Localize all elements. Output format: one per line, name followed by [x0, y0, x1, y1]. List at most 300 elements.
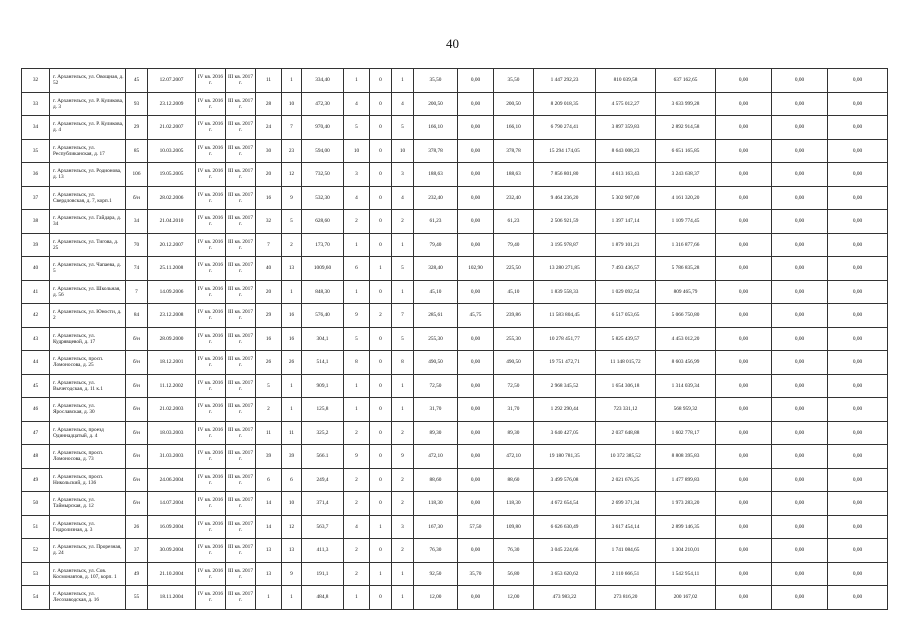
cell-c12: 5	[392, 327, 414, 351]
cell-s3: 4 161 320,20	[656, 186, 716, 210]
cell-c12: 2	[392, 539, 414, 563]
cell-a3: 232,40	[494, 186, 534, 210]
cell-z2: 0,00	[772, 327, 828, 351]
cell-area: 125,8	[302, 398, 344, 422]
cell-a2: 0,00	[458, 280, 494, 304]
cell-s2: 5 825 439,57	[596, 327, 656, 351]
cell-s1: 11 583 804,45	[534, 304, 596, 328]
cell-c7: 13	[256, 562, 282, 586]
cell-s2: 3 897 359,83	[596, 116, 656, 140]
cell-a2: 0,00	[458, 398, 494, 422]
cell-a1: 61,23	[414, 210, 458, 234]
cell-z2: 0,00	[772, 257, 828, 281]
cell-a1: 255,30	[414, 327, 458, 351]
cell-s2: 10 372 385,52	[596, 445, 656, 469]
cell-n: 48	[22, 445, 50, 469]
cell-z3: 0,00	[828, 186, 888, 210]
cell-z3: 0,00	[828, 398, 888, 422]
cell-z1: 0,00	[716, 116, 772, 140]
cell-s3: 1 314 039,34	[656, 374, 716, 398]
table-row	[22, 186, 888, 210]
cell-z3: 0,00	[828, 562, 888, 586]
table-row	[22, 515, 888, 539]
cell-addr: г. Архангельск, ул. Р. Куликова, д. 4	[50, 116, 126, 140]
cell-p2: III кв. 2017 г.	[226, 186, 256, 210]
cell-c11: 1	[370, 562, 392, 586]
cell-c12: 1	[392, 280, 414, 304]
cell-c3: б/н	[126, 398, 148, 422]
cell-c11: 0	[370, 492, 392, 516]
cell-z1: 0,00	[716, 280, 772, 304]
table-row	[22, 210, 888, 234]
cell-p2: III кв. 2017 г.	[226, 398, 256, 422]
cell-z2: 0,00	[772, 280, 828, 304]
cell-a1: 118,30	[414, 492, 458, 516]
cell-a3: 225,50	[494, 257, 534, 281]
cell-z2: 0,00	[772, 304, 828, 328]
cell-s1: 473 983,22	[534, 586, 596, 610]
cell-z3: 0,00	[828, 351, 888, 375]
cell-c11: 0	[370, 398, 392, 422]
cell-area: 173,70	[302, 233, 344, 257]
cell-c3: б/н	[126, 351, 148, 375]
table-row	[22, 139, 888, 163]
cell-date: 24.06.2004	[148, 468, 196, 492]
cell-c10: 2	[344, 210, 370, 234]
cell-s2: 2 037 648,88	[596, 421, 656, 445]
cell-n: 53	[22, 562, 50, 586]
cell-c7: 11	[256, 421, 282, 445]
cell-area: 371,4	[302, 492, 344, 516]
cell-date: 30.09.2004	[148, 539, 196, 563]
cell-s3: 3 243 638,37	[656, 163, 716, 187]
cell-a3: 45,10	[494, 280, 534, 304]
cell-z3: 0,00	[828, 492, 888, 516]
cell-c3: б/н	[126, 327, 148, 351]
cell-area: 628,60	[302, 210, 344, 234]
cell-c12: 1	[392, 562, 414, 586]
cell-c3: 45	[126, 69, 148, 93]
cell-p2: III кв. 2017 г.	[226, 327, 256, 351]
cell-c7: 32	[256, 210, 282, 234]
cell-z2: 0,00	[772, 69, 828, 93]
cell-c7: 39	[256, 445, 282, 469]
table-row	[22, 351, 888, 375]
cell-c7: 28	[256, 92, 282, 116]
cell-area: 1009,60	[302, 257, 344, 281]
cell-s3: 200 167,02	[656, 586, 716, 610]
cell-c10: 10	[344, 139, 370, 163]
cell-a1: 31,70	[414, 398, 458, 422]
cell-c7: 29	[256, 304, 282, 328]
cell-s3: 5 786 835,28	[656, 257, 716, 281]
cell-p1: IV кв. 2016 г.	[196, 257, 226, 281]
cell-z3: 0,00	[828, 304, 888, 328]
cell-a2: 45,75	[458, 304, 494, 328]
table-row	[22, 92, 888, 116]
cell-c10: 2	[344, 421, 370, 445]
cell-s2: 4 613 163,43	[596, 163, 656, 187]
cell-area: 732,50	[302, 163, 344, 187]
cell-z1: 0,00	[716, 468, 772, 492]
cell-p1: IV кв. 2016 г.	[196, 421, 226, 445]
cell-c12: 7	[392, 304, 414, 328]
table-row	[22, 304, 888, 328]
cell-addr: г. Архангельск, ул. Прорезная, д. 24	[50, 539, 126, 563]
cell-a1: 285,61	[414, 304, 458, 328]
cell-s2: 810 039,58	[596, 69, 656, 93]
cell-c8: 9	[282, 562, 302, 586]
cell-a1: 92,50	[414, 562, 458, 586]
cell-c11: 0	[370, 586, 392, 610]
cell-s3: 5 066 750,80	[656, 304, 716, 328]
cell-p1: IV кв. 2016 г.	[196, 139, 226, 163]
cell-n: 40	[22, 257, 50, 281]
table-row	[22, 69, 888, 93]
cell-c12: 2	[392, 421, 414, 445]
cell-s3: 3 633 999,28	[656, 92, 716, 116]
cell-z1: 0,00	[716, 186, 772, 210]
cell-a2: 0,00	[458, 186, 494, 210]
cell-z2: 0,00	[772, 492, 828, 516]
cell-addr: г. Архангельск, ул. Лесозаводская, д. 16	[50, 586, 126, 610]
cell-s3: 1 477 899,83	[656, 468, 716, 492]
cell-p2: III кв. 2017 г.	[226, 562, 256, 586]
cell-s3: 1 602 778,17	[656, 421, 716, 445]
cell-s2: 11 148 015,72	[596, 351, 656, 375]
cell-n: 52	[22, 539, 50, 563]
cell-c3: 29	[126, 116, 148, 140]
cell-n: 54	[22, 586, 50, 610]
cell-area: 909,1	[302, 374, 344, 398]
cell-a2: 0,00	[458, 139, 494, 163]
cell-s3: 1 542 954,11	[656, 562, 716, 586]
cell-area: 576,40	[302, 304, 344, 328]
cell-area: 484,8	[302, 586, 344, 610]
cell-s1: 3 499 576,08	[534, 468, 596, 492]
cell-p1: IV кв. 2016 г.	[196, 562, 226, 586]
cell-c12: 1	[392, 586, 414, 610]
cell-z2: 0,00	[772, 116, 828, 140]
cell-a1: 167,30	[414, 515, 458, 539]
cell-c7: 6	[256, 468, 282, 492]
cell-c12: 2	[392, 210, 414, 234]
cell-c11: 2	[370, 304, 392, 328]
cell-a3: 12,00	[494, 586, 534, 610]
cell-s1: 3 640 427,05	[534, 421, 596, 445]
cell-date: 25.11.2008	[148, 257, 196, 281]
cell-s1: 1 292 290,44	[534, 398, 596, 422]
cell-c12: 8	[392, 351, 414, 375]
cell-area: 334,40	[302, 69, 344, 93]
cell-c3: 26	[126, 515, 148, 539]
cell-p2: III кв. 2017 г.	[226, 351, 256, 375]
table-row	[22, 468, 888, 492]
cell-z3: 0,00	[828, 233, 888, 257]
cell-z2: 0,00	[772, 398, 828, 422]
cell-c8: 1	[282, 280, 302, 304]
cell-s3: 809 465,79	[656, 280, 716, 304]
cell-p2: III кв. 2017 г.	[226, 69, 256, 93]
cell-c12: 2	[392, 468, 414, 492]
cell-n: 32	[22, 69, 50, 93]
cell-s2: 1 654 306,18	[596, 374, 656, 398]
cell-a1: 490,50	[414, 351, 458, 375]
cell-n: 33	[22, 92, 50, 116]
cell-c3: 7	[126, 280, 148, 304]
cell-n: 41	[22, 280, 50, 304]
cell-c10: 4	[344, 92, 370, 116]
cell-c11: 0	[370, 210, 392, 234]
cell-a1: 76,30	[414, 539, 458, 563]
cell-s1: 3 195 978,87	[534, 233, 596, 257]
cell-c3: 74	[126, 257, 148, 281]
cell-s3: 2 899 146,35	[656, 515, 716, 539]
cell-a2: 0,00	[458, 539, 494, 563]
cell-date: 18.11.2004	[148, 586, 196, 610]
cell-p1: IV кв. 2016 г.	[196, 445, 226, 469]
cell-addr: г. Архангельск, ул. Таймырская, д. 12	[50, 492, 126, 516]
cell-area: 472,30	[302, 92, 344, 116]
cell-s2: 1 397 147,14	[596, 210, 656, 234]
cell-c8: 16	[282, 304, 302, 328]
cell-date: 23.12.2009	[148, 92, 196, 116]
cell-s2: 1 879 101,21	[596, 233, 656, 257]
cell-z1: 0,00	[716, 445, 772, 469]
cell-c12: 3	[392, 515, 414, 539]
cell-s1: 6 790 274,41	[534, 116, 596, 140]
cell-z3: 0,00	[828, 374, 888, 398]
cell-c8: 1	[282, 374, 302, 398]
cell-c10: 2	[344, 468, 370, 492]
cell-s2: 3 617 454,14	[596, 515, 656, 539]
cell-p1: IV кв. 2016 г.	[196, 69, 226, 93]
cell-c11: 0	[370, 163, 392, 187]
cell-c3: б/н	[126, 421, 148, 445]
cell-c10: 4	[344, 186, 370, 210]
cell-a3: 88,60	[494, 468, 534, 492]
cell-s1: 2 968 345,52	[534, 374, 596, 398]
cell-c7: 1	[256, 586, 282, 610]
cell-a2: 35,70	[458, 562, 494, 586]
cell-date: 28.09.2000	[148, 327, 196, 351]
cell-n: 37	[22, 186, 50, 210]
cell-c3: б/н	[126, 492, 148, 516]
cell-s1: 3 653 620,62	[534, 562, 596, 586]
cell-a2: 0,00	[458, 210, 494, 234]
housing-table	[21, 68, 887, 604]
cell-p1: IV кв. 2016 г.	[196, 327, 226, 351]
cell-p1: IV кв. 2016 г.	[196, 351, 226, 375]
page-number: 40	[446, 36, 459, 51]
cell-c8: 1	[282, 398, 302, 422]
cell-s3: 4 453 012,20	[656, 327, 716, 351]
cell-addr: г. Архангельск, проезд Одиннадцатый, д. 4	[50, 421, 126, 445]
cell-date: 14.09.2006	[148, 280, 196, 304]
cell-p1: IV кв. 2016 г.	[196, 163, 226, 187]
cell-a2: 0,00	[458, 421, 494, 445]
cell-p2: III кв. 2017 г.	[226, 586, 256, 610]
cell-a3: 255,30	[494, 327, 534, 351]
cell-z3: 0,00	[828, 92, 888, 116]
cell-s2: 723 331,12	[596, 398, 656, 422]
cell-c11: 0	[370, 468, 392, 492]
cell-date: 20.12.2007	[148, 233, 196, 257]
cell-c8: 11	[282, 421, 302, 445]
cell-p1: IV кв. 2016 г.	[196, 210, 226, 234]
cell-n: 44	[22, 351, 50, 375]
cell-z2: 0,00	[772, 210, 828, 234]
cell-a1: 12,00	[414, 586, 458, 610]
cell-z1: 0,00	[716, 233, 772, 257]
cell-c11: 0	[370, 186, 392, 210]
cell-c3: б/н	[126, 468, 148, 492]
cell-z3: 0,00	[828, 586, 888, 610]
cell-p2: III кв. 2017 г.	[226, 116, 256, 140]
cell-s3: 1 973 283,20	[656, 492, 716, 516]
cell-c12: 1	[392, 233, 414, 257]
cell-c8: 6	[282, 468, 302, 492]
cell-z3: 0,00	[828, 280, 888, 304]
cell-s2: 2 021 676,25	[596, 468, 656, 492]
cell-p2: III кв. 2017 г.	[226, 445, 256, 469]
cell-n: 36	[22, 163, 50, 187]
cell-n: 49	[22, 468, 50, 492]
cell-c3: б/н	[126, 445, 148, 469]
table-row	[22, 280, 888, 304]
cell-a2: 0,00	[458, 468, 494, 492]
cell-p1: IV кв. 2016 г.	[196, 539, 226, 563]
cell-addr: г. Архангельск, ул. Чапаева, д. 5	[50, 257, 126, 281]
cell-z1: 0,00	[716, 492, 772, 516]
cell-z3: 0,00	[828, 515, 888, 539]
cell-c11: 0	[370, 233, 392, 257]
cell-c3: 37	[126, 539, 148, 563]
cell-a1: 45,10	[414, 280, 458, 304]
table-row	[22, 539, 888, 563]
cell-area: 848,30	[302, 280, 344, 304]
cell-c7: 16	[256, 186, 282, 210]
cell-c3: б/н	[126, 374, 148, 398]
cell-s2: 2 110 666,51	[596, 562, 656, 586]
cell-a1: 232,40	[414, 186, 458, 210]
cell-c12: 1	[392, 69, 414, 93]
cell-a3: 188,63	[494, 163, 534, 187]
cell-c8: 1	[282, 69, 302, 93]
cell-n: 39	[22, 233, 50, 257]
cell-c3: 106	[126, 163, 148, 187]
cell-z2: 0,00	[772, 445, 828, 469]
cell-n: 46	[22, 398, 50, 422]
cell-a3: 56,80	[494, 562, 534, 586]
cell-s3: 1 316 877,66	[656, 233, 716, 257]
cell-date: 21.04.2010	[148, 210, 196, 234]
cell-n: 35	[22, 139, 50, 163]
cell-s2: 273 816,20	[596, 586, 656, 610]
cell-p1: IV кв. 2016 г.	[196, 233, 226, 257]
cell-z3: 0,00	[828, 539, 888, 563]
cell-c11: 0	[370, 421, 392, 445]
cell-a3: 239,86	[494, 304, 534, 328]
cell-s1: 7 856 801,80	[534, 163, 596, 187]
cell-c8: 13	[282, 257, 302, 281]
cell-c8: 7	[282, 116, 302, 140]
table-row	[22, 327, 888, 351]
cell-a3: 35,50	[494, 69, 534, 93]
cell-z3: 0,00	[828, 139, 888, 163]
cell-c7: 20	[256, 163, 282, 187]
cell-a1: 166,10	[414, 116, 458, 140]
cell-a2: 102,90	[458, 257, 494, 281]
cell-c3: 84	[126, 304, 148, 328]
cell-z3: 0,00	[828, 421, 888, 445]
cell-a2: 0,00	[458, 374, 494, 398]
cell-z3: 0,00	[828, 69, 888, 93]
cell-c8: 26	[282, 351, 302, 375]
cell-c7: 2	[256, 398, 282, 422]
cell-s2: 5 302 907,00	[596, 186, 656, 210]
cell-a3: 490,50	[494, 351, 534, 375]
cell-c12: 1	[392, 398, 414, 422]
cell-addr: г. Архангельск, просп. Ломоносова, д. 25	[50, 351, 126, 375]
cell-date: 21.02.2007	[148, 116, 196, 140]
cell-c10: 4	[344, 515, 370, 539]
cell-z2: 0,00	[772, 351, 828, 375]
cell-c11: 0	[370, 374, 392, 398]
cell-s1: 10 278 451,77	[534, 327, 596, 351]
cell-p2: III кв. 2017 г.	[226, 515, 256, 539]
cell-a2: 0,00	[458, 92, 494, 116]
cell-date: 21.02.2003	[148, 398, 196, 422]
table-row	[22, 116, 888, 140]
cell-c3: 93	[126, 92, 148, 116]
cell-s2: 2 699 371,34	[596, 492, 656, 516]
cell-a3: 118,30	[494, 492, 534, 516]
table-row	[22, 398, 888, 422]
cell-c10: 9	[344, 304, 370, 328]
cell-c11: 0	[370, 327, 392, 351]
cell-p1: IV кв. 2016 г.	[196, 186, 226, 210]
cell-a1: 472,10	[414, 445, 458, 469]
cell-p1: IV кв. 2016 г.	[196, 398, 226, 422]
cell-c8: 13	[282, 539, 302, 563]
cell-n: 50	[22, 492, 50, 516]
cell-area: 411,3	[302, 539, 344, 563]
cell-c8: 2	[282, 233, 302, 257]
cell-a1: 79,40	[414, 233, 458, 257]
cell-z2: 0,00	[772, 233, 828, 257]
cell-z1: 0,00	[716, 210, 772, 234]
cell-s2: 4 575 012,27	[596, 92, 656, 116]
cell-date: 10.03.2005	[148, 139, 196, 163]
cell-a3: 109,80	[494, 515, 534, 539]
cell-s1: 8 209 018,35	[534, 92, 596, 116]
cell-addr: г. Архангельск, просп. Ломоносова, д. 73	[50, 445, 126, 469]
cell-z1: 0,00	[716, 257, 772, 281]
table-row	[22, 233, 888, 257]
cell-c3: 49	[126, 562, 148, 586]
cell-date: 12.07.2007	[148, 69, 196, 93]
cell-c7: 26	[256, 351, 282, 375]
cell-a3: 31,70	[494, 398, 534, 422]
cell-addr: г. Архангельск, ул. Родионова, д. 13	[50, 163, 126, 187]
cell-a1: 88,60	[414, 468, 458, 492]
cell-addr: г. Архангельск, ул. Сов. Космонавтов, д. 107, корп. 1	[50, 562, 126, 586]
cell-a1: 328,40	[414, 257, 458, 281]
cell-c3: 85	[126, 139, 148, 163]
cell-s3: 2 892 914,58	[656, 116, 716, 140]
cell-c3: 70	[126, 233, 148, 257]
